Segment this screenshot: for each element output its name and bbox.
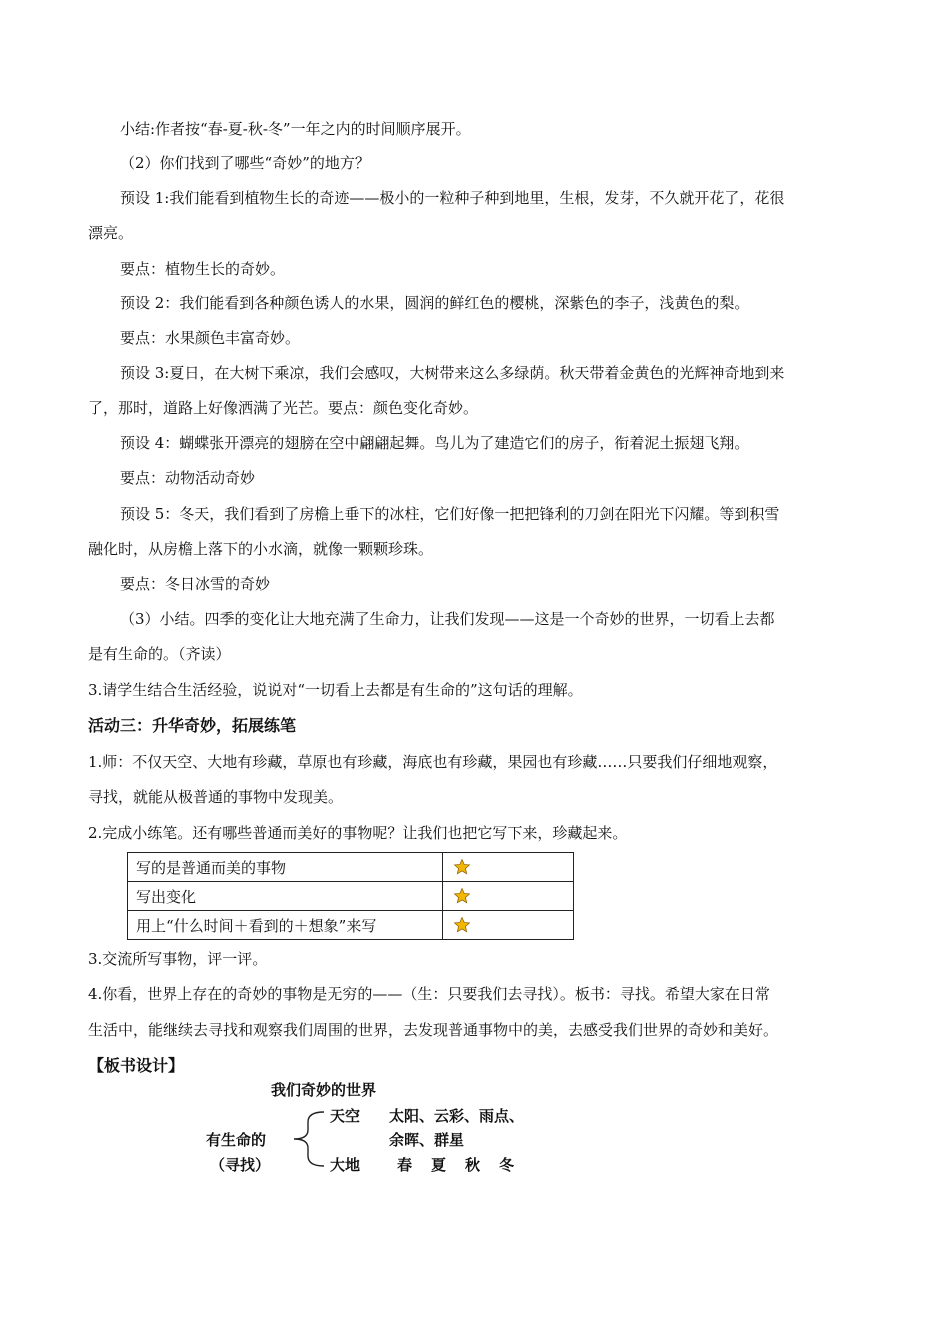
rating-cell [443, 882, 574, 911]
activity-3-heading: 活动三：升华奇妙，拓展练笔 [88, 716, 297, 735]
summary-3: （3）小结。四季的变化让大地充满了生命力，让我们发现——这是一个奇妙的世界，一切看上去都 [120, 610, 775, 628]
step-3-exchange: 3.交流所写事物，评一评。 [88, 950, 268, 968]
board-design-heading: 【板书设计】 [88, 1056, 185, 1075]
step-4-cont: 生活中，能继续去寻找和观察我们周围的世界，去发现普通事物中的美，去感受我们世界的奇妙和美好。 [88, 1021, 779, 1039]
rating-cell [443, 853, 574, 882]
key-point-5: 要点：冬日冰雪的奇妙 [120, 575, 271, 593]
board-sky-items: 太阳、云彩、雨点、 [389, 1107, 525, 1125]
season-summer: 夏 [431, 1156, 447, 1174]
table-row [128, 853, 574, 882]
season-autumn: 秋 [465, 1156, 481, 1174]
preset-2: 预设 2：我们能看到各种颜色诱人的水果，圆润的鲜红色的樱桃，深紫色的李子，浅黄色的梨。 [120, 294, 750, 312]
summary-3-cont: 是有生命的。（齐读） [88, 645, 231, 663]
step-1-teacher: 1.师：不仅天空、大地有珍藏，草原也有珍藏，海底也有珍藏，果园也有珍藏……只要我们仔细地观察， [88, 753, 778, 771]
criterion-cell: 写的是普通而美的事物 [128, 853, 443, 882]
preset-1: 预设 1:我们能看到植物生长的奇迹——极小的一粒种子种到地里，生根，发芽，不久就开花了，花很 [120, 189, 785, 207]
key-point-2: 要点：水果颜色丰富奇妙。 [120, 329, 301, 347]
criterion-cell: 用上“什么时间＋看到的＋想象”来写 [128, 911, 443, 940]
step-2-exercise: 2.完成小练笔。还有哪些普通而美好的事物呢？让我们也把它写下来，珍藏起来。 [88, 824, 628, 842]
table-row [128, 882, 574, 911]
step-3: 3.请学生结合生活经验，说说对“一切看上去都是有生命的”这句话的理解。 [88, 681, 583, 699]
star-icon [453, 916, 471, 934]
preset-5-cont: 融化时，从房檐上落下的小水滴，就像一颗颗珍珠。 [88, 540, 434, 558]
key-point-4: 要点：动物活动奇妙 [120, 469, 256, 487]
preset-3: 预设 3:夏日，在大树下乘凉，我们会感叹，大树带来这么多绿荫。秋天带着金黄色的光辉神奇地到来 [120, 364, 785, 382]
preset-5: 预设 5：冬天，我们看到了房檐上垂下的冰柱，它们好像一把把锋利的刀剑在阳光下闪耀。等到积雪 [120, 505, 780, 523]
evaluation-table [127, 852, 574, 940]
board-sky-label: 天空 [330, 1107, 361, 1125]
season-spring: 春 [397, 1156, 413, 1174]
board-title: 我们奇妙的世界 [271, 1081, 377, 1099]
criterion-cell: 写出变化 [128, 882, 443, 911]
board-left-main: 有生命的 [206, 1131, 267, 1149]
preset-4: 预设 4：蝴蝶张开漂亮的翅膀在空中翩翩起舞。鸟儿为了建造它们的房子，衔着泥土振翅飞翔。 [120, 434, 750, 452]
key-point-1: 要点：植物生长的奇妙。 [120, 260, 286, 278]
rating-cell [443, 911, 574, 940]
step-4: 4.你看，世界上存在的奇妙的事物是无穷的——（生：只要我们去寻找）。板书：寻找。希望大家在日常 [88, 985, 770, 1003]
question-2: （2）你们找到了哪些“奇妙”的地方？ [120, 154, 370, 172]
board-left-sub: （寻找） [210, 1156, 271, 1174]
preset-3-cont: 了，那时，道路上好像洒满了光芒。要点：颜色变化奇妙。 [88, 399, 479, 417]
season-winter: 冬 [499, 1156, 515, 1174]
board-earth-label: 大地 [330, 1156, 361, 1174]
brace-icon [280, 1108, 326, 1170]
summary-line: 小结:作者按“春-夏-秋-冬”一年之内的时间顺序展开。 [120, 120, 471, 138]
star-icon [453, 887, 471, 905]
board-sky-items-2: 余晖、群星 [389, 1131, 465, 1149]
table-row [128, 911, 574, 940]
step-1-cont: 寻找，就能从极普通的事物中发现美。 [88, 788, 344, 806]
preset-1-cont: 漂亮。 [88, 224, 134, 242]
star-icon [453, 858, 471, 876]
